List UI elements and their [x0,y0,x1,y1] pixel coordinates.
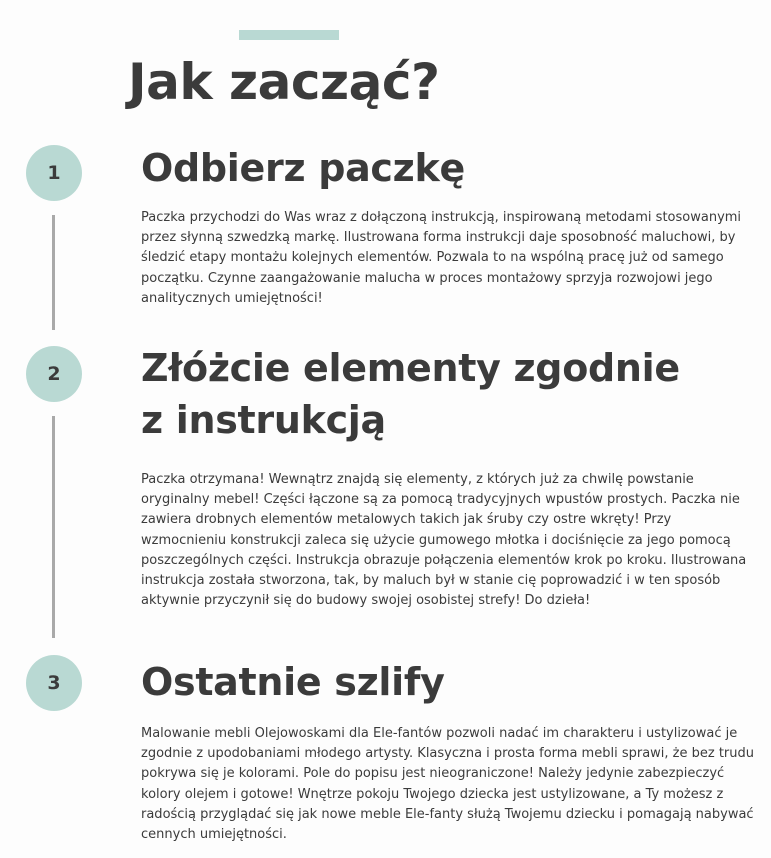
step-1-badge [26,145,82,201]
step-1-number: 1 [47,162,61,184]
step-2-number: 2 [47,363,61,385]
title-accent-bar [239,30,339,40]
page-title: Jak zacząć? [128,53,440,111]
step-3-badge [26,655,82,711]
step-3-description: Malowanie mebli Olejowoskami dla Ele-fantów pozwoli nadać im charakteru i ustylizować je zgodnie z upodobaniami młodego artysty. Klasyczna i prosta forma mebli sprawi, że bez trudu pokrywa się je kolorami. Pole do popisu jest nieograniczone! Należy jedynie zabezpieczyć kolory olejem i gotowe! Wnętrze pokoju Twojego dziecka jest ustylizowane, a Ty możesz z radością przyglądać się jak nowe meble Ele-fanty służą Twojemu dziecku i pomagają nabywać cennych umiejętności. [141,726,754,843]
step-2-description: Paczka otrzymana! Wewnątrz znajdą się elementy, z których już za chwilę powstanie oryginalny mebel! Części łączone są za pomocą tradycyjnych wpustów prostych. Paczka nie zawiera drobnych elementów metalowych takich jak śruby czy ostre wkręty! Przy wzmocnieniu konstrukcji zaleca się użycie gumowego młotka i dociśnięcie za jego pomocą poszczególnych części. Instrukcja obrazuje połączenia elementów krok po kroku. Ilustrowana instrukcja została stworzona, tak, by maluch był w stanie cię poprowadzić i w ten sposób aktywnie przyczynił się do budowy swojej osobistej strefy! Do dzieła! [141,472,747,609]
step-2-badge [26,346,82,402]
step-2-title [141,342,680,446]
step-3-number: 3 [47,672,61,694]
timeline-connector-2 [52,416,55,638]
step-2-title-line-2: z instrukcją [141,398,386,442]
timeline-connector-1 [52,215,55,330]
step-3-title: Ostatnie szlify [141,660,445,704]
step-2-title-line-1: Złóżcie elementy zgodnie [141,346,680,390]
step-1-description: Paczka przychodzi do Was wraz z dołączoną instrukcją, inspirowaną metodami stosowanymi przez słynną szwedzką markę. Ilustrowana forma instrukcji daje sposobność maluchowi, by śledzić etapy montażu kolejnych elementów. Pozwala to na wspólną pracę już od samego początku. Czynne zaangażowanie malucha w proces montażowy sprzyja rozwojowi jego analitycznych umiejętności! [141,210,742,306]
step-1-title: Odbierz paczkę [141,146,465,190]
